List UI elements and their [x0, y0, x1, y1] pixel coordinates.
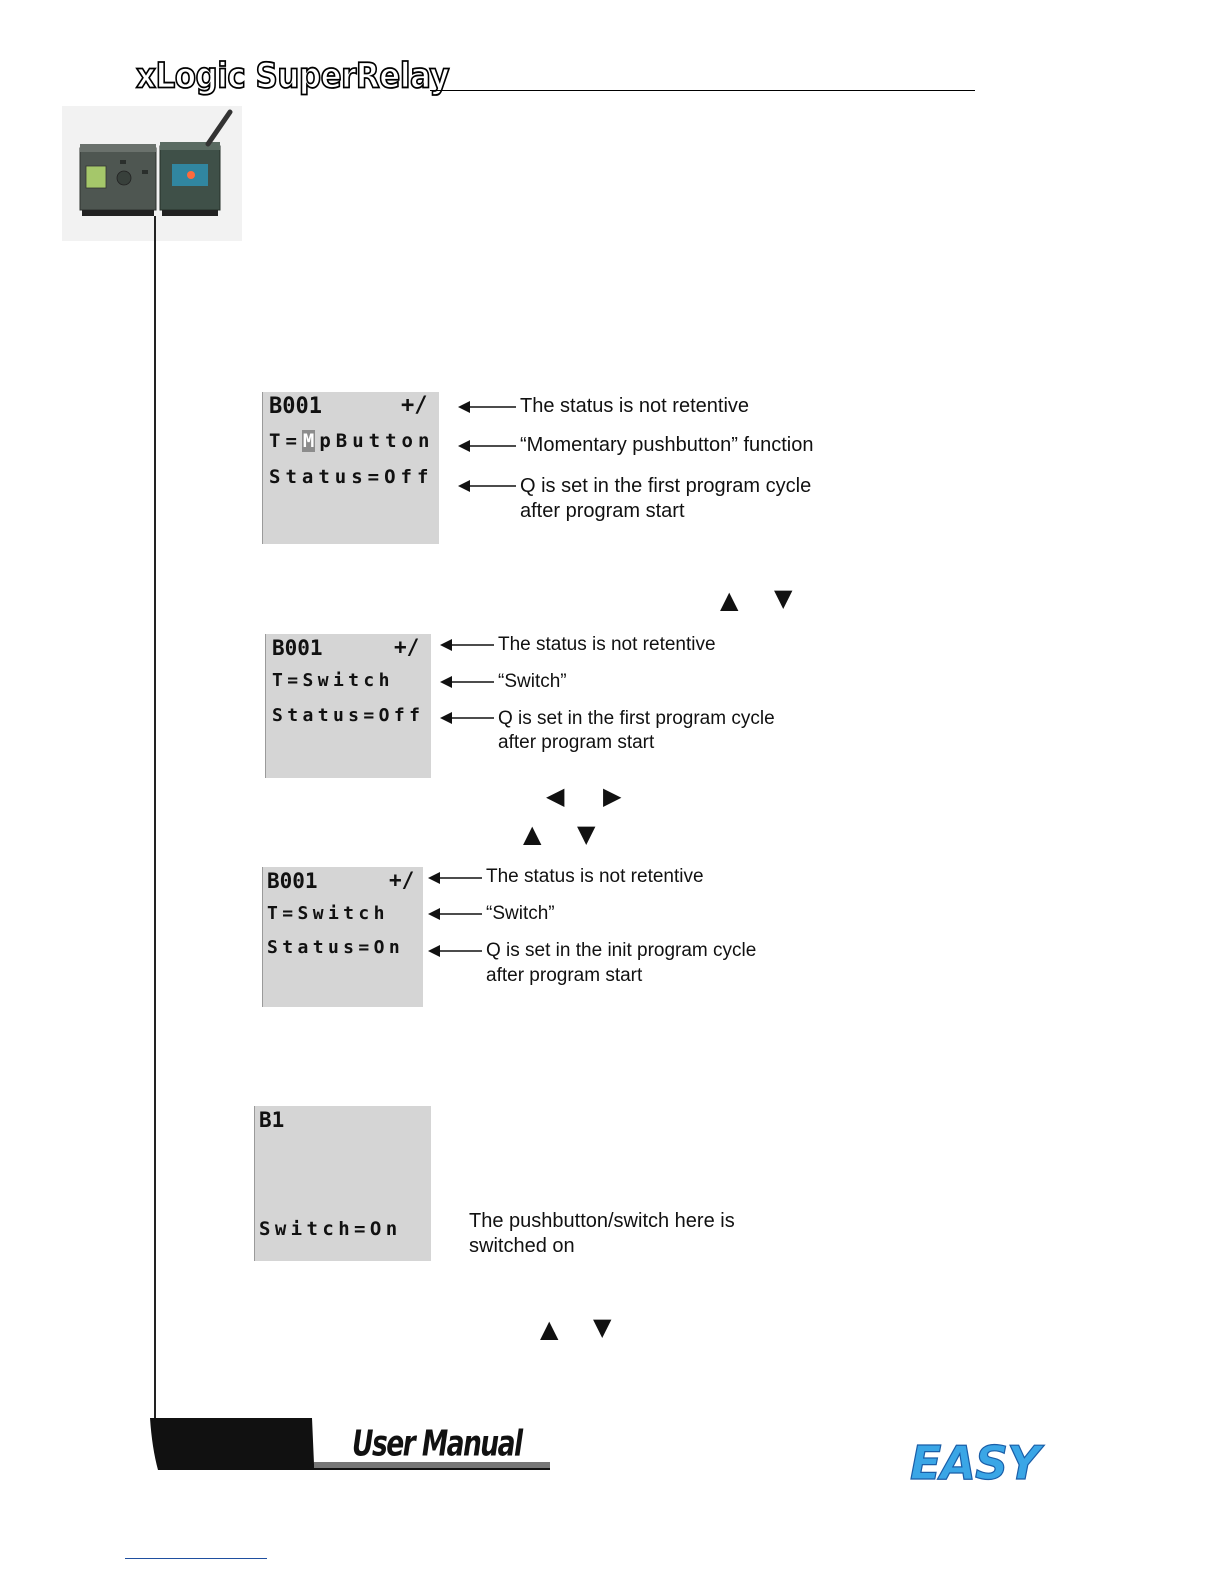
annotation-text: “Momentary pushbutton” function [520, 434, 814, 456]
lcd-type-line [269, 430, 434, 452]
lcd-type-value: pButton [319, 430, 435, 452]
lcd-block-id: B001 [272, 636, 323, 660]
left-arrow-icon [428, 944, 482, 958]
lcd-cursor: M [302, 430, 315, 452]
up-key-icon: ▲ [540, 1315, 559, 1343]
lcd-retentive-flag: +/ [389, 868, 415, 892]
lcd-status-line: Status=Off [269, 466, 434, 488]
left-arrow-icon [458, 439, 516, 453]
lcd-status-line: Status=Off [272, 705, 425, 726]
footer-manual-label: User Manual [352, 1423, 522, 1465]
annotation-text: after program start [486, 965, 643, 986]
annotation-text: after program start [498, 732, 655, 753]
left-arrow-icon [440, 711, 494, 725]
annotation-text: after program start [520, 500, 685, 522]
up-key-icon: ▲ [720, 586, 739, 614]
left-arrow-icon [428, 871, 482, 885]
annotation-text: The status is not retentive [486, 866, 704, 887]
annotation-text: Q is set in the init program cycle [486, 940, 757, 961]
header-title: xLogic SuperRelay [136, 56, 450, 97]
down-key-icon: ▼ [577, 820, 596, 848]
annotation-text: The status is not retentive [498, 634, 716, 655]
lcd-retentive-flag: +/ [394, 635, 420, 659]
lcd-block-id: B001 [269, 394, 322, 419]
annotation-text: The pushbutton/switch here is [469, 1210, 735, 1232]
annotation-text: Q is set in the first program cycle [520, 475, 812, 497]
lcd-type-prefix: T= [269, 430, 302, 452]
lcd-display [254, 1106, 431, 1261]
header-rule [430, 90, 975, 91]
lcd-retentive-flag: +/ [401, 393, 428, 418]
up-key-icon: ▲ [523, 820, 542, 848]
annotation-text: “Switch” [498, 671, 567, 692]
down-key-icon: ▼ [774, 584, 793, 612]
right-key-icon: ▶ [603, 782, 622, 810]
lcd-switch-line: Switch=On [259, 1218, 402, 1240]
left-arrow-icon [458, 479, 516, 493]
lcd-type-line: T=Switch [272, 670, 394, 691]
lcd-status-line: Status=On [267, 937, 405, 958]
lcd-display [262, 392, 439, 544]
left-arrow-icon [458, 400, 516, 414]
left-key-icon: ◀ [546, 782, 565, 810]
lcd-type-line: T=Switch [267, 903, 389, 924]
left-arrow-icon [428, 907, 482, 921]
easy-logo: EASY [910, 1436, 1040, 1490]
left-arrow-icon [440, 638, 494, 652]
lcd-display [262, 867, 423, 1007]
device-image [62, 106, 242, 241]
down-key-icon: ▼ [593, 1313, 612, 1341]
lcd-display [265, 634, 431, 778]
left-rule [154, 216, 156, 1421]
left-arrow-icon [440, 675, 494, 689]
annotation-text: switched on [469, 1235, 575, 1257]
lcd-block-id: B1 [259, 1108, 285, 1132]
annotation-text: “Switch” [486, 903, 555, 924]
lcd-block-id: B001 [267, 869, 318, 893]
annotation-text: Q is set in the first program cycle [498, 708, 775, 729]
annotation-text: The status is not retentive [520, 395, 750, 417]
bottom-rule [125, 1558, 267, 1559]
